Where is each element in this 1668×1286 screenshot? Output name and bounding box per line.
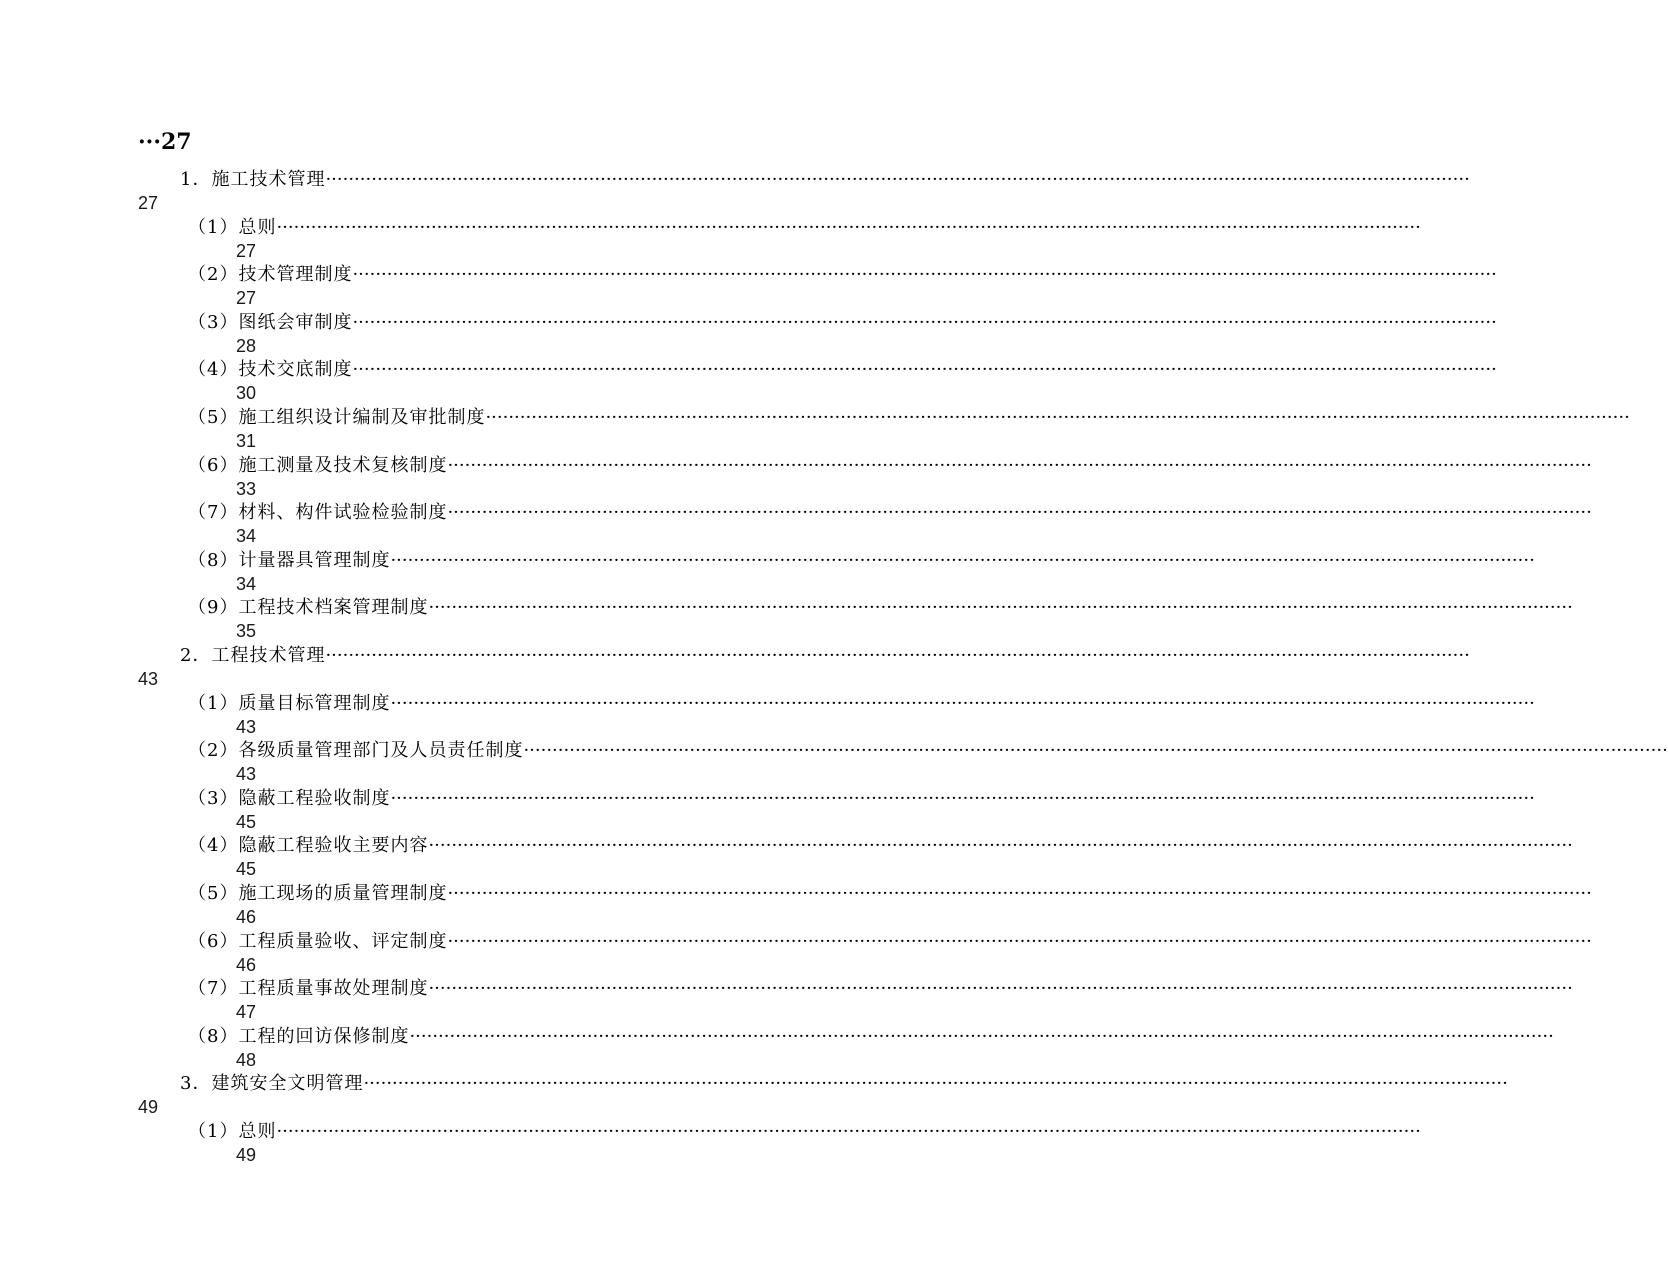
toc-page-number: 27 <box>236 241 257 261</box>
toc-dot-leader: ········································································································································································································ <box>390 788 1535 809</box>
toc-subsection-entry <box>0 977 1573 1025</box>
toc-page-number: 43 <box>138 669 159 689</box>
toc-entry-title: （5）施工现场的质量管理制度 <box>188 883 448 904</box>
toc-page-number: 49 <box>236 1145 257 1165</box>
toc-entry-line <box>188 1120 1421 1144</box>
toc-subsection-entry <box>0 311 1497 359</box>
toc-dot-leader: ········································································································································································································ <box>363 1073 1508 1094</box>
toc-dot-leader: ········································································································································································································ <box>447 931 1592 952</box>
toc-entry-line <box>188 549 1535 573</box>
toc-page-number: 31 <box>236 431 257 451</box>
toc-continuation-header: ···27 <box>138 129 192 155</box>
toc-entry-title: （1）质量目标管理制度 <box>188 693 391 714</box>
toc-page-number: 46 <box>236 955 257 975</box>
toc-subsection-entry <box>0 882 1592 930</box>
toc-page-number: 27 <box>236 288 257 308</box>
toc-dot-leader: ········································································································································································································ <box>325 169 1470 190</box>
toc-entry-title: （4）隐蔽工程验收主要内容 <box>188 835 429 856</box>
toc-entry-title: （2）技术管理制度 <box>188 264 353 285</box>
toc-entry-title: （8）工程的回访保修制度 <box>188 1026 410 1047</box>
toc-entry-title: （3）隐蔽工程验收制度 <box>188 788 391 809</box>
toc-entry-title: （5）施工组织设计编制及审批制度 <box>188 407 486 428</box>
toc-page-number: 35 <box>236 621 257 641</box>
toc-subsection-entry <box>0 216 1421 264</box>
toc-page-number: 47 <box>236 1002 257 1022</box>
toc-entry-line <box>188 596 1573 620</box>
toc-page-number: 46 <box>236 907 257 927</box>
toc-entry-line <box>188 882 1592 906</box>
toc-subsection-entry <box>0 739 1668 787</box>
toc-entry-line <box>188 454 1592 478</box>
toc-page-number: 43 <box>236 717 257 737</box>
toc-entry-title: （3）图纸会审制度 <box>188 312 353 333</box>
toc-entry-line <box>188 311 1497 335</box>
toc-entry-title: （6）施工测量及技术复核制度 <box>188 455 448 476</box>
toc-dot-leader: ········································································································································································································ <box>523 740 1668 761</box>
toc-entry-line <box>180 168 1470 192</box>
toc-dot-leader: ········································································································································································································ <box>409 1026 1554 1047</box>
toc-subsection-entry <box>0 1025 1554 1073</box>
toc-entry-title: 1．施工技术管理 <box>180 169 326 190</box>
toc-page-number: 34 <box>236 574 257 594</box>
toc-entry-line <box>188 739 1668 763</box>
toc-dot-leader: ········································································································································································································ <box>447 455 1592 476</box>
toc-dot-leader: ········································································································································································································ <box>447 502 1592 523</box>
toc-entry-line <box>188 977 1573 1001</box>
toc-dot-leader: ········································································································································································································ <box>447 883 1592 904</box>
toc-page-number: 45 <box>236 812 257 832</box>
toc-dot-leader: ········································································································································································································ <box>485 407 1630 428</box>
toc-dot-leader: ········································································································································································································ <box>325 645 1470 666</box>
toc-subsection-entry <box>0 596 1573 644</box>
toc-dot-leader: ········································································································································································································ <box>352 359 1497 380</box>
toc-entry-line <box>188 692 1535 716</box>
toc-dot-leader: ········································································································································································································ <box>428 978 1573 999</box>
toc-dot-leader: ········································································································································································································ <box>352 264 1497 285</box>
toc-entry-title: （7）工程质量事故处理制度 <box>188 978 429 999</box>
toc-entry-title: （6）工程质量验收、评定制度 <box>188 931 448 952</box>
toc-entry-line <box>188 263 1497 287</box>
toc-page-number: 30 <box>236 383 257 403</box>
toc-subsection-entry <box>0 358 1497 406</box>
toc-subsection-entry <box>0 930 1592 978</box>
toc-subsection-entry <box>0 834 1573 882</box>
toc-entry-line <box>188 216 1421 240</box>
toc-section-entry <box>0 1072 1508 1120</box>
toc-entry-title: 3．建筑安全文明管理 <box>180 1073 364 1094</box>
toc-subsection-entry <box>0 454 1592 502</box>
toc-dot-leader: ········································································································································································································ <box>390 693 1535 714</box>
toc-entry-line <box>188 834 1573 858</box>
toc-dot-leader: ········································································································································································································ <box>276 217 1421 238</box>
toc-entry-line <box>188 358 1497 382</box>
toc-subsection-entry <box>0 406 1630 454</box>
toc-page-number: 34 <box>236 526 257 546</box>
toc-subsection-entry <box>0 1120 1421 1168</box>
toc-section-entry <box>0 644 1470 692</box>
toc-page-number: 48 <box>236 1050 257 1070</box>
toc-subsection-entry <box>0 692 1535 740</box>
toc-subsection-entry <box>0 549 1535 597</box>
toc-entry-title: （9）工程技术档案管理制度 <box>188 597 429 618</box>
toc-entry-title: 2．工程技术管理 <box>180 645 326 666</box>
toc-dot-leader: ········································································································································································································ <box>428 835 1573 856</box>
toc-subsection-entry <box>0 263 1497 311</box>
toc-page-number: 33 <box>236 479 257 499</box>
toc-entry-title: （2）各级质量管理部门及人员责任制度 <box>188 740 524 761</box>
toc-page-number: 28 <box>236 336 257 356</box>
toc-entry-line <box>180 644 1470 668</box>
toc-dot-leader: ········································································································································································································ <box>276 1121 1421 1142</box>
toc-entry-line <box>188 406 1630 430</box>
toc-entry-line <box>180 1072 1508 1096</box>
toc-subsection-entry <box>0 787 1535 835</box>
toc-entry-title: （4）技术交底制度 <box>188 359 353 380</box>
toc-entry-title: （1）总则 <box>188 1121 277 1142</box>
toc-dot-leader: ········································································································································································································ <box>428 597 1573 618</box>
toc-page-number: 27 <box>138 193 159 213</box>
toc-dot-leader: ········································································································································································································ <box>352 312 1497 333</box>
toc-page-number: 49 <box>138 1097 159 1117</box>
toc-subsection-entry <box>0 501 1592 549</box>
toc-page-number: 45 <box>236 859 257 879</box>
toc-entry-title: （1）总则 <box>188 217 277 238</box>
toc-entry-line <box>188 930 1592 954</box>
toc-section-entry <box>0 168 1470 216</box>
toc-dot-leader: ········································································································································································································ <box>390 550 1535 571</box>
toc-page-number: 43 <box>236 764 257 784</box>
toc-entry-line <box>188 787 1535 811</box>
toc-entry-line <box>188 1025 1554 1049</box>
toc-entry-title: （8）计量器具管理制度 <box>188 550 391 571</box>
toc-entry-line <box>188 501 1592 525</box>
toc-entry-title: （7）材料、构件试验检验制度 <box>188 502 448 523</box>
